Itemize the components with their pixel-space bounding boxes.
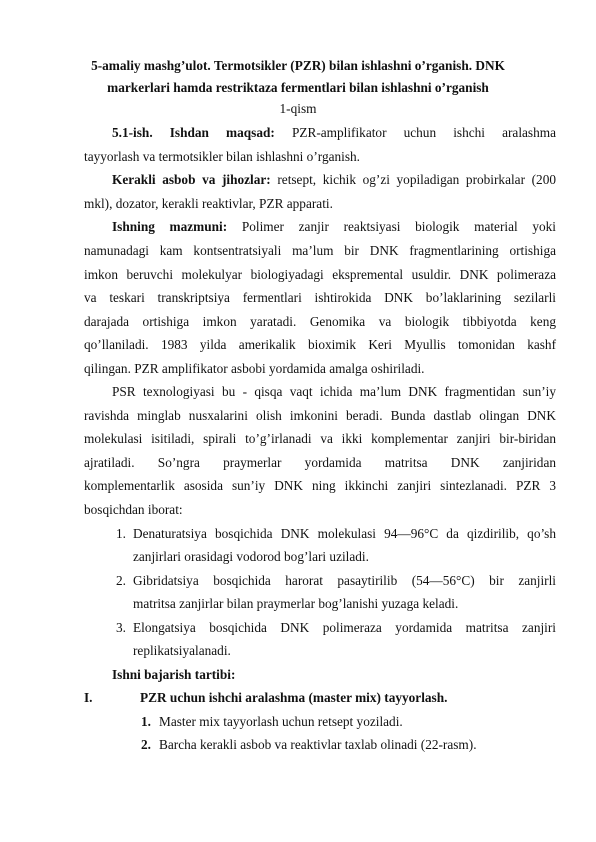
work-aim-line-1: 5.1-ish. Ishdan maqsad: PZR-amplifikator uchun ishchi aralashma [112, 125, 556, 140]
psr-line-4: ajratiladi. So’ngra praymerlar yordamida matritsa DNK zanjiridan [84, 455, 556, 470]
step-1-line-2: zanjirlari orasidagi vodorod bog’lari uziladi. [133, 549, 369, 564]
content-line-3: imkon beruvchi molekulyar biologiyadagi ekspremental usuldir. DNK polimeraza [84, 267, 556, 282]
content-line-5: darajada ortishiga imkon yaratadi. Genomika va biologik tibbiyotda keng [84, 314, 556, 329]
section-title: PZR uchun ishchi aralashma (master mix) tayyorlash. [140, 690, 448, 705]
content-line-4: va teskari transkriptsiya fermentlari ishtirokida DNK bo’laklarining sezilarli [84, 290, 556, 305]
step-1-number: 1. [116, 526, 126, 541]
step-3-line-1: Elongatsiya bosqichida DNK polimeraza yordamida matritsa zanjiri [133, 620, 556, 635]
step-2-line-1: Gibridatsiya bosqichida harorat pasaytirilib (54—56°C) bir zanjirli [133, 573, 556, 588]
psr-line-5: komplementarlik asosida sun’iy DNK ning ikkinchi zanjiri sintezlanadi. PZR 3 [84, 478, 556, 493]
step-2-line-2: matritsa zanjirlar bilan praymerlar bog’lanishi yuzaga keladi. [133, 596, 459, 611]
substep-2-text: Barcha kerakli asbob va reaktivlar taxlab olinadi (22-rasm). [159, 737, 477, 752]
part-label: 1-qism [279, 101, 317, 116]
psr-line-6: bosqichdan iborat: [84, 502, 183, 517]
equipment-line-1: Kerakli asbob va jihozlar: retsept, kichik og’zi yopiladigan probirkalar (200 [112, 172, 556, 187]
content-line-1: Ishning mazmuni: Polimer zanjir reaktsiyasi biologik material yoki [112, 219, 556, 234]
content-line-2: namunadagi kam kontsentratsiyali ma’lum bir DNK fragmentlarining ortishiga [84, 243, 556, 258]
step-2-number: 2. [116, 573, 126, 588]
equipment-lead: Kerakli asbob va jihozlar: [112, 172, 271, 187]
substep-2-number: 2. [141, 737, 151, 752]
substep-1-text: Master mix tayyorlash uchun retsept yoziladi. [159, 714, 403, 729]
equipment-line-2: mkl), dozator, kerakli reaktivlar, PZR apparati. [84, 196, 333, 211]
work-aim-line-2: tayyorlash va termotsikler bilan ishlashni o’rganish. [84, 149, 360, 164]
title-line-1: 5-amaliy mashg’ulot. Termotsikler (PZR) bilan ishlashni o’rganish. DNK [91, 58, 505, 73]
title-line-2: markerlari hamda restriktaza fermentlari bilan ishlashni o’rganish [107, 80, 489, 95]
psr-line-3: molekulasi isitiladi, spirali to’g’irlanadi va ikki komplementar zanjiri bir-biridan [84, 431, 556, 446]
step-3-line-2: replikatsiyalanadi. [133, 643, 231, 658]
content-line-6: qo’llaniladi. 1983 yilda amerikalik bioximik Keri Myullis tomonidan kashf [84, 337, 556, 352]
procedure-heading: Ishni bajarish tartibi: [112, 667, 236, 682]
step-3-number: 3. [116, 620, 126, 635]
psr-line-2: ravishda minglab nusxalarini olish imkonini beradi. Bunda dastlab olingan DNK [84, 408, 556, 423]
psr-line-1: PSR texnologiyasi bu - qisqa vaqt ichida ma’lum DNK fragmentidan sun’iy [112, 384, 556, 399]
content-lead: Ishning mazmuni: [112, 219, 228, 234]
work-aim-lead: 5.1-ish. Ishdan maqsad: [112, 125, 275, 140]
substep-1-number: 1. [141, 714, 151, 729]
step-1-line-1: Denaturatsiya bosqichida DNK molekulasi 94—96°C da qizdirilib, qo’sh [133, 526, 556, 541]
content-line-7: qilingan. PZR amplifikator asbobi yordamida amalga oshiriladi. [84, 361, 425, 376]
section-number: I. [84, 690, 93, 705]
